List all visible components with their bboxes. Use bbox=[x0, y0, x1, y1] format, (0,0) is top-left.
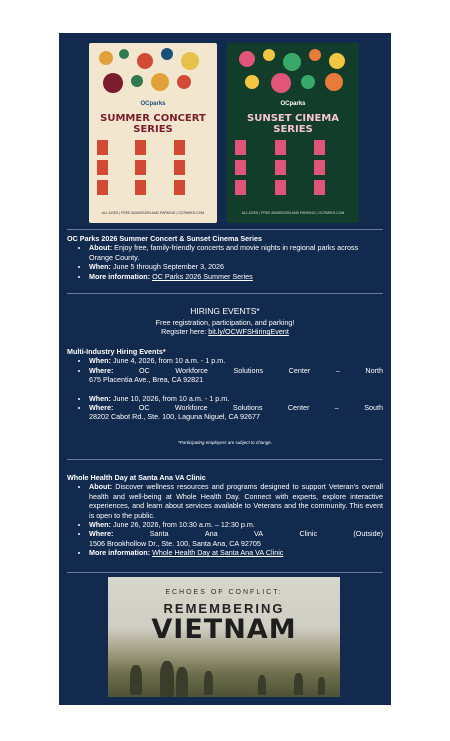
whole-health-section bbox=[67, 473, 383, 558]
hiring-events-section bbox=[67, 347, 383, 422]
summer-series-section bbox=[67, 234, 383, 281]
poster-logo: OCparks bbox=[280, 101, 306, 107]
list-item: • Where: Santa Ana VA Clinic (Outside) 1506 Brookhollow Dr., Ste. 100, Santa Ana, CA 92705 bbox=[89, 529, 383, 548]
summer-series-list bbox=[67, 243, 383, 281]
list-item: • More information: OC Parks 2026 Summer Series bbox=[89, 272, 383, 281]
poster-title: SUNSET CINEMA SERIES bbox=[247, 113, 339, 135]
section-heading: Multi-Industry Hiring Events* bbox=[67, 347, 166, 356]
divider bbox=[67, 459, 383, 460]
list-item: • More information: Whole Health Day at Santa Ana VA Clinic bbox=[89, 548, 383, 557]
remembering-vietnam-banner bbox=[108, 577, 340, 697]
section-heading: Whole Health Day at Santa Ana VA Clinic bbox=[67, 473, 206, 482]
hiring-title: HIRING EVENTS* bbox=[190, 306, 260, 316]
summer-series-link[interactable]: OC Parks 2026 Summer Series bbox=[152, 271, 253, 281]
list-item: • About: Discover wellness resources and programs designed to support Veteran’s overall health and well-being at Whole Health Day. Connect with experts, explore interactive experiences, and learn about services available to Veterans and the community. This event is open to the public. bbox=[89, 482, 383, 520]
list-item: • About: Enjoy free, family-friendly concerts and movie nights in regional parks across Orange County. bbox=[89, 243, 383, 262]
divider bbox=[67, 293, 383, 294]
list-item: • When: June 5 through September 3, 2026 bbox=[89, 262, 383, 271]
newsletter-panel bbox=[59, 33, 391, 705]
section-heading: OC Parks 2026 Summer Concert & Sunset Cinema Series bbox=[67, 234, 262, 243]
poster-title: SUMMER CONCERT SERIES bbox=[100, 113, 206, 135]
list-item: • When: June 4, 2026, from 10 a.m. - 1 p.m. bbox=[89, 356, 383, 365]
event-address: 1506 Brookhollow Dr., Ste. 100, Santa Ana, CA 92705 bbox=[89, 538, 261, 548]
banner-title-line2: VIETNAM bbox=[151, 614, 297, 645]
poster-footer: ALL AGES | FREE ADMISSION AND PARKING | OCPARKS.COM bbox=[101, 211, 205, 215]
poster-date-grid bbox=[235, 139, 351, 196]
divider bbox=[67, 229, 383, 230]
event-address: 28202 Cabot Rd., Ste. 100, Laguna Niguel, CA 92677 bbox=[89, 412, 261, 422]
banner-title-line1: REMEMBERING bbox=[163, 601, 285, 616]
summer-concert-poster bbox=[89, 43, 217, 223]
poster-images bbox=[89, 43, 359, 223]
list-item: • When: June 10, 2026, from 10 a.m. - 1 p.m. bbox=[89, 394, 383, 403]
hiring-intro: Free registration, participation, and parking! Register here: bit.ly/OCWFSHiringEvent bbox=[155, 318, 295, 337]
poster-footer: ALL AGES | FREE ADMISSION AND PARKING | OCPARKS.COM bbox=[241, 211, 345, 215]
soldier-silhouette bbox=[318, 677, 325, 695]
hiring-register-link[interactable]: bit.ly/OCWFSHiringEvent bbox=[208, 327, 289, 337]
soldier-silhouette bbox=[258, 675, 266, 695]
soldier-silhouette bbox=[176, 667, 188, 697]
whole-health-link[interactable]: Whole Health Day at Santa Ana VA Clinic bbox=[152, 548, 284, 558]
soldier-silhouette bbox=[294, 673, 303, 695]
soldier-silhouette bbox=[160, 661, 174, 697]
soldier-silhouette bbox=[204, 671, 213, 695]
soldier-silhouette bbox=[130, 665, 142, 695]
poster-date-grid bbox=[97, 139, 209, 196]
list-item: • Where: OC Workforce Solutions Center – North 675 Placentia Ave., Brea, CA 92821 bbox=[89, 366, 383, 385]
poster-logo: OCparks bbox=[140, 101, 166, 107]
list-item: • Where: OC Workforce Solutions Center – South 28202 Cabot Rd., Ste. 100, Laguna Niguel, CA 92677 bbox=[89, 403, 383, 422]
list-item: • When: June 26, 2026, from 10:30 a.m. – 12:30 p.m. bbox=[89, 520, 383, 529]
banner-subtitle: ECHOES OF CONFLICT: bbox=[165, 589, 283, 596]
event-address: 675 Placentia Ave., Brea, CA 92821 bbox=[89, 375, 204, 385]
divider bbox=[67, 572, 383, 573]
hiring-note: *Participating employers are subject to change. bbox=[177, 440, 273, 445]
sunset-cinema-poster bbox=[227, 43, 359, 223]
